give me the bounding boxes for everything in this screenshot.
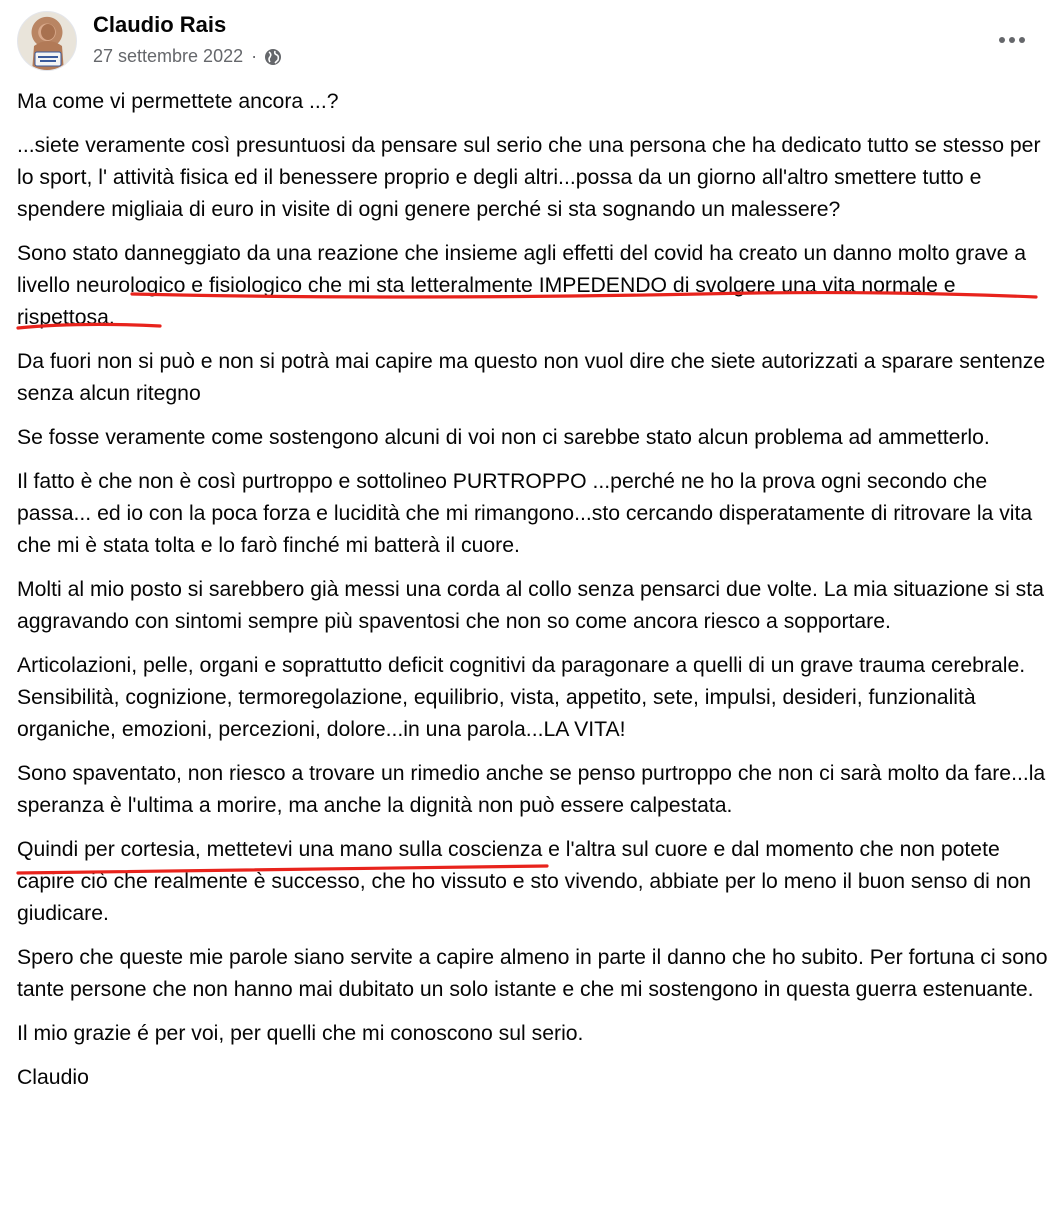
paragraph-12: Il mio grazie é per voi, per quelli che mi conoscono sul serio. (17, 1022, 584, 1045)
paragraph-9-underlined: Sono spaventato, non riesco a trovare un rimedio anche se penso purtroppo che non ci sarà molto da fare...la speranza è l'ultima a morire, ma anche la dignità non può essere calpestata. (17, 762, 1046, 817)
post-text (17, 86, 1049, 1106)
paragraph-11: Spero che queste mie parole siano servite a capire almeno in parte il danno che ho subito. Per fortuna ci sono tante persone che non hanno mai dubitato un solo istante e che mi sostengono in questa guerra estenuante. (17, 946, 1048, 1001)
post-date[interactable]: 27 settembre 2022 (93, 46, 244, 66)
paragraph-10: Quindi per cortesia, mettetevi una mano sulla coscienza e l'altra sul cuore e dal momento che non potete capire ciò che realmente è successo, che ho vissuto e sto vivendo, abbiate per lo meno il buon senso di non giudicare. (17, 838, 1032, 925)
paragraph-4: Da fuori non si può e non si potrà mai capire ma questo non vuol dire che siete autorizzati a sparare sentenze senza alcun ritegno (17, 350, 1046, 405)
author-name[interactable]: Claudio Rais (93, 12, 227, 37)
paragraph-13-signature: Claudio (17, 1066, 89, 1089)
paragraph-6: Il fatto è che non è così purtroppo e sottolineo PURTROPPO ...perché ne ho la prova ogni secondo che passa... ed io con la poca forza e lucidità che mi rimangono...sto cercando disperatamente di ritrovare la vita che mi è stata tolta e lo farò finché mi batterà il cuore. (17, 470, 1033, 557)
post-header (0, 0, 1062, 80)
paragraph-8: Articolazioni, pelle, organi e soprattutto deficit cognitivi da paragonare a quelli di un grave trauma cerebrale. Sensibilità, cognizione, termoregolazione, equilibrio, vista, appetito, sete, impulsi, desideri, funzionalità organiche, emozioni, percezioni, dolore...in una parola...LA VITA! (17, 654, 1026, 741)
paragraph-1: Ma come vi permettete ancora ...? (17, 90, 339, 113)
globe-icon (264, 48, 282, 66)
paragraph-5: Se fosse veramente come sostengono alcuni di voi non ci sarebbe stato alcun problema ad ammetterlo. (17, 426, 990, 449)
paragraph-7: Molti al mio posto si sarebbero già messi una corda al collo senza pensarci due volte. La mia situazione si sta aggravando con sintomi sempre più spaventosi che non so come ancora riesco a sopportare. (17, 578, 1044, 633)
more-options-button[interactable] (994, 22, 1030, 58)
more-horizontal-icon (997, 36, 1027, 44)
paragraph-3-underlined: Sono stato danneggiato da una reazione che insieme agli effetti del covid ha creato un danno molto grave a livello neurologico e fisiologico che mi sta letteralmente IMPEDENDO di svolgere una vita normale e rispettosa. (17, 242, 1027, 329)
meta-separator: · (251, 46, 258, 66)
avatar[interactable] (17, 11, 77, 71)
post-meta (93, 46, 282, 67)
paragraph-2: ...siete veramente così presuntuosi da pensare sul serio che una persona che ha dedicato tutto se stesso per lo sport, l' attività fisica ed il benessere proprio e degli altri...possa da un giorno all'altro smettere tutto e spendere migliaia di euro in visite di ogni genere perché si sta sognando un malessere? (17, 134, 1041, 221)
